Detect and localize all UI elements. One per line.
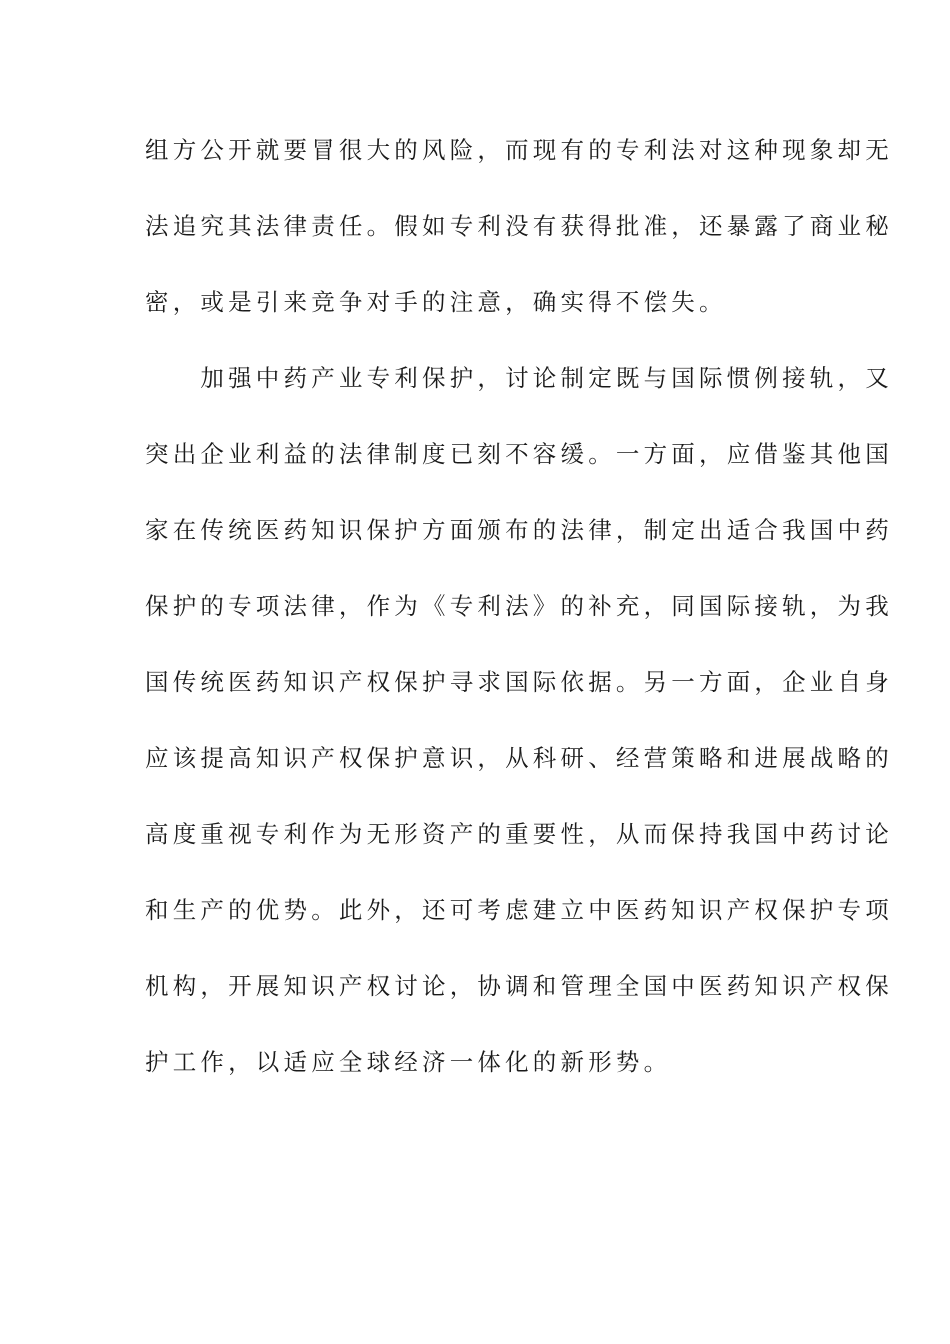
text-line: 高度重视专利作为无形资产的重要性，从而保持我国中药讨论 bbox=[145, 820, 893, 848]
text-line: 应该提高知识产权保护意识，从科研、经营策略和进展战略的 bbox=[145, 744, 893, 772]
text-line: 组方公开就要冒很大的风险，而现有的专利法对这种现象却无 bbox=[145, 136, 893, 164]
text-line: 法追究其法律责任。假如专利没有获得批准，还暴露了商业秘 bbox=[145, 212, 893, 240]
text-line: 机构，开展知识产权讨论，协调和管理全国中医药知识产权保 bbox=[145, 972, 893, 1000]
text-line: 护工作，以适应全球经济一体化的新形势。 bbox=[145, 1048, 672, 1076]
text-line: 和生产的优势。此外，还可考虑建立中医药知识产权保护专项 bbox=[145, 896, 893, 924]
text-line: 密，或是引来竞争对手的注意，确实得不偿失。 bbox=[145, 288, 727, 316]
paragraph-patent-protection bbox=[145, 340, 893, 1100]
text-line: 保护的专项法律，作为《专利法》的补充，同国际接轨，为我 bbox=[145, 592, 893, 620]
text-line: 国传统医药知识产权保护寻求国际依据。另一方面，企业自身 bbox=[145, 668, 893, 696]
paragraph-continuation bbox=[145, 112, 893, 340]
text-line: 突出企业利益的法律制度已刻不容缓。一方面，应借鉴其他国 bbox=[145, 440, 893, 468]
text-line: 家在传统医药知识保护方面颁布的法律，制定出适合我国中药 bbox=[145, 516, 893, 544]
text-line: 加强中药产业专利保护，讨论制定既与国际惯例接轨，又 bbox=[145, 364, 893, 392]
